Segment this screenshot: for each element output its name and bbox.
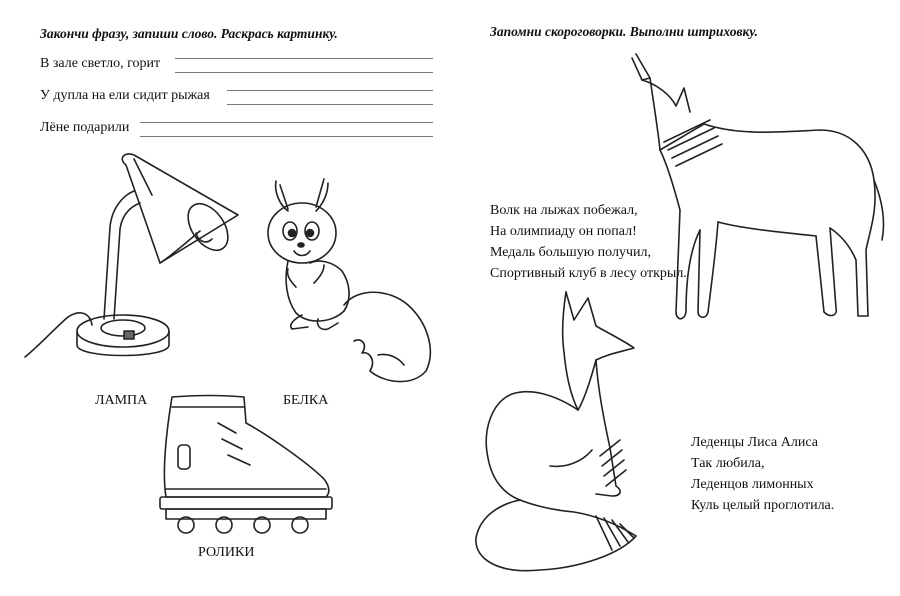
answer-line-2b[interactable] bbox=[227, 104, 433, 105]
fox-poem-line-3: Леденцов лимонных bbox=[691, 477, 814, 492]
fox-poem-line-2: Так любила, bbox=[691, 456, 765, 471]
fox-poem-line-4: Куль целый проглотила. bbox=[691, 498, 835, 513]
phrase-3: Лёне подарили bbox=[40, 120, 130, 135]
fox-tongue-twister bbox=[691, 432, 834, 516]
answer-line-1a[interactable] bbox=[175, 58, 433, 59]
wolf-tongue-twister bbox=[490, 200, 687, 284]
left-page-heading: Закончи фразу, запиши слово. Раскрась картинку. bbox=[40, 26, 338, 41]
skates-caption: РОЛИКИ bbox=[198, 545, 255, 560]
lamp-drawing bbox=[20, 145, 240, 385]
answer-line-3a[interactable] bbox=[140, 122, 433, 123]
right-page-heading: Запомни скороговорки. Выполни штриховку. bbox=[490, 24, 758, 39]
fox-poem-line-1: Леденцы Лиса Алиса bbox=[691, 435, 818, 450]
wolf-poem-line-4: Спортивный клуб в лесу открыл. bbox=[490, 266, 687, 281]
answer-line-3b[interactable] bbox=[140, 136, 433, 137]
wolf-poem-line-3: Медаль большую получил, bbox=[490, 245, 651, 260]
lamp-caption: ЛАМПА bbox=[95, 393, 148, 408]
roller-skate-drawing bbox=[158, 393, 338, 543]
squirrel-caption: БЕЛКА bbox=[283, 393, 329, 408]
phrase-2: У дупла на ели сидит рыжая bbox=[40, 88, 210, 103]
fox-drawing bbox=[470, 290, 670, 575]
answer-line-2a[interactable] bbox=[227, 90, 433, 91]
wolf-poem-line-1: Волк на лыжах побежал, bbox=[490, 203, 638, 218]
answer-line-1b[interactable] bbox=[175, 72, 433, 73]
wolf-poem-line-2: На олимпиаду он попал! bbox=[490, 224, 637, 239]
squirrel-drawing bbox=[258, 175, 438, 385]
phrase-1: В зале светло, горит bbox=[40, 56, 161, 71]
